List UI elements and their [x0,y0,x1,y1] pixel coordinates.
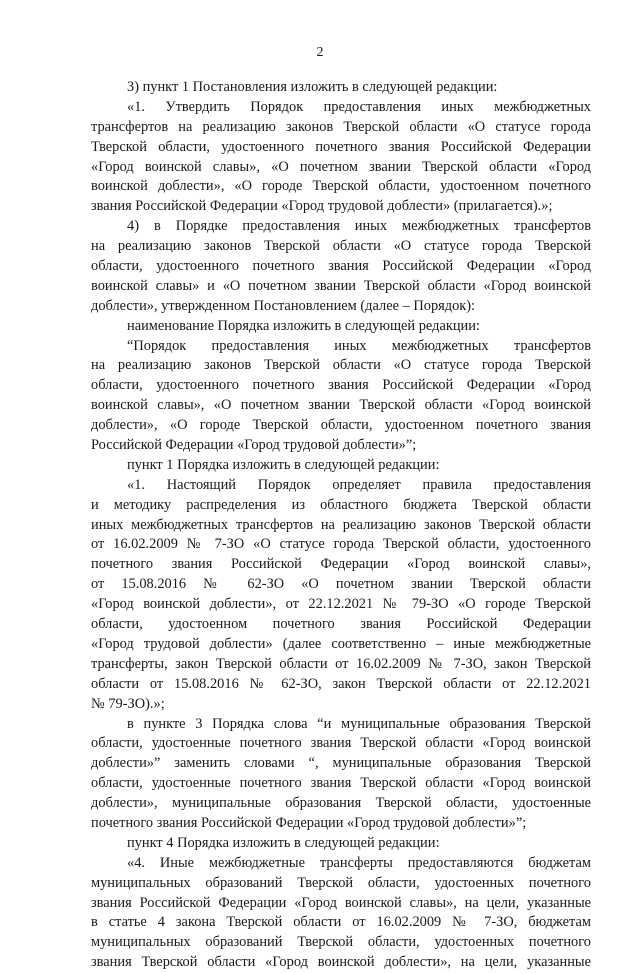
text-line: «4. Иные межбюджетные трансферты предоставляются бюджетам [127,854,591,871]
text-line: почетного звания Российской Федерации «Город трудовой доблести»”; [91,814,527,831]
document-body [91,78,591,973]
text-line: области от 15.08.2016 № 62-ЗО, закон Тверской области от 22.12.2021 [91,675,591,692]
text-line: на реализацию законов Тверской области «О статусе города Тверской [91,357,591,374]
text-line: области, удостоенном почетного звания Российской Федерации [91,616,591,633]
text-line: от 16.02.2009 № 7-ЗО «О статусе города Тверской области, удостоенного [91,536,591,553]
text-line: доблести», муниципальные образования Тверской области, удостоенные [91,795,591,812]
text-line: и методику распределения из областного бюджета Тверской области [91,496,591,513]
text-line: трансферты, закон Тверской области от 16.02.2009 № 7-ЗО, закон Тверской [91,655,591,672]
text-line: «Город трудовой доблести» (далее соответственно – иные межбюджетные [91,635,591,652]
text-line: в пункте 3 Порядка слова “и муниципальные образования Тверской [127,715,591,732]
text-line: наименование Порядка изложить в следующей редакции: [127,317,480,334]
text-line: почетного звания Российской Федерации «Город воинской славы», [91,556,591,573]
text-line: от 15.08.2016 № 62-ЗО «О почетном звании Тверской области [91,576,591,593]
text-line: области, удостоенного почетного звания Российской Федерации «Город [91,258,591,275]
text-line: воинской славы», «О почетном звании Тверской области «Город воинской [91,397,591,414]
text-line: 3) пункт 1 Постановления изложить в следующей редакции: [127,79,498,95]
text-line: «1. Утвердить Порядок предоставления иных межбюджетных [127,98,591,115]
text-line: муниципальных образований Тверской области, удостоенных почетного [91,934,591,951]
text-line: воинской славы» и «О почетном звании Тверской области «Город воинской [91,277,591,294]
text-line: области, удостоенные почетного звания Тверской области «Город воинской [91,775,591,792]
text-line: 4) в Порядке предоставления иных межбюджетных трансфертов [127,218,591,235]
text-line: муниципальных образований Тверской области, удостоенных почетного [91,874,591,891]
text-line: “Порядок предоставления иных межбюджетных трансфертов [127,337,591,354]
text-line: доблести», утвержденном Постановлением (далее – Порядок): [91,297,476,314]
text-line: области, удостоенные почетного звания Тверской области «Город воинской [91,735,591,752]
text-line: Российской Федерации «Город трудовой доблести»”; [91,437,417,454]
text-line: «Город воинской славы», «О почетном звании Тверской области «Город [91,158,591,175]
text-line: пункт 4 Порядка изложить в следующей редакции: [127,834,440,851]
text-line: в статье 4 закона Тверской области от 16.02.2009 № 7-ЗО, бюджетам [91,914,591,931]
page-number: 2 [316,45,324,60]
text-line: воинской доблести», «О городе Тверской области, удостоенном почетного [91,178,591,195]
text-line: звания Тверской области «Город воинской доблести», на цели, указанные [91,954,591,971]
text-line: пункт 1 Порядка изложить в следующей редакции: [127,456,440,473]
text-line: № 79-ЗО).»; [91,695,165,712]
text-line: иных межбюджетных трансфертов на реализацию законов Тверской области [91,516,591,533]
text-line: области, удостоенного почетного звания Российской Федерации «Город [91,377,591,394]
text-line: «1. Настоящий Порядок определяет правила предоставления [127,476,591,493]
text-line: звания Российской Федерации «Город трудовой доблести» (прилагается).»; [91,198,553,215]
text-line: на реализацию законов Тверской области «О статусе города Тверской [91,238,591,255]
text-line: трансфертов на реализацию законов Тверской области «О статусе города [91,118,591,135]
text-line: «Город воинской доблести», от 22.12.2021 № 79-ЗО «О городе Тверской [91,596,591,613]
text-line: доблести»” заменить словами “, муниципальные образования Тверской [91,755,591,772]
text-line: Тверской области, удостоенного почетного звания Российской Федерации [91,138,591,155]
text-line: доблести», «О городе Тверской области, удостоенном почетного звания [91,417,591,434]
text-line: звания Российской Федерации «Город воинской славы», на цели, указанные [91,894,591,911]
